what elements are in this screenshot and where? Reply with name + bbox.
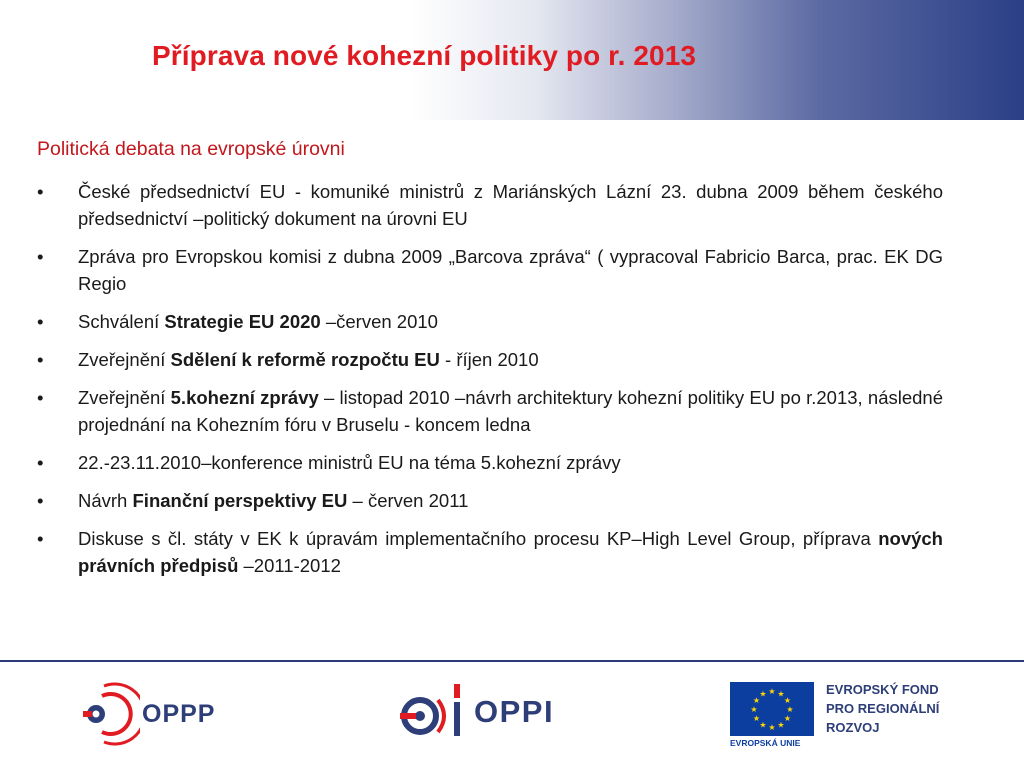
bullet-text: Zpráva pro Evropskou komisi z dubna 2009 „Barcova zpráva“ ( vypracoval Fabricio Barca, prac. EK DG Regio: [78, 246, 943, 294]
svg-text:★: ★: [759, 720, 767, 730]
bullet-item: [37, 243, 943, 297]
oppi-logo: [398, 680, 568, 744]
bullet-text: –červen 2010: [320, 311, 438, 332]
footer-divider: [0, 660, 1024, 662]
bullet-emphasis: Strategie EU 2020: [164, 311, 321, 332]
bullet-item: [37, 308, 943, 335]
page-title: Příprava nové kohezní politiky po r. 2013: [152, 40, 697, 71]
svg-text:★: ★: [783, 696, 792, 705]
fund-line: PRO REGIONÁLNÍ: [826, 701, 940, 716]
svg-text:★: ★: [777, 720, 785, 730]
eu-label: EVROPSKÁ UNIE: [730, 738, 801, 748]
svg-text:★: ★: [783, 714, 792, 723]
fund-line: ROZVOJ: [826, 720, 880, 735]
bullet-list: [37, 178, 943, 590]
bullet-text: Schválení: [78, 311, 165, 332]
bullet-emphasis: Sdělení k reformě rozpočtu EU: [170, 349, 440, 370]
oppp-logo-icon: [80, 678, 140, 750]
svg-text:★: ★: [768, 687, 776, 696]
bullet-text: Diskuse s čl. státy v EK k úpravám implementačního procesu KP–High Level Group, příprava: [78, 528, 879, 549]
eu-flag-icon: [730, 682, 814, 736]
bullet-item: [37, 384, 943, 438]
svg-text:★: ★: [750, 705, 758, 714]
bullet-item: [37, 525, 943, 579]
svg-text:★: ★: [752, 696, 761, 705]
svg-text:★: ★: [768, 723, 776, 732]
erdf-fund-label: [826, 680, 939, 737]
svg-text:★: ★: [752, 714, 761, 723]
eu-flag: [730, 682, 814, 736]
bullet-text: Návrh: [78, 490, 133, 511]
bullet-marker: •: [37, 490, 44, 511]
bullet-text: – červen 2011: [347, 490, 469, 511]
bullet-emphasis: nových právních předpisů: [78, 528, 943, 576]
bullet-text: – listopad 2010 –návrh architektury kohezní politiky EU po r.2013, následné projednání na Kohezním fóru v Bruselu - koncem ledna: [78, 387, 944, 435]
bullet-text: 22.-23.11.2010–konference ministrů EU na téma 5.kohezní zprávy: [78, 452, 621, 473]
bullet-item: [37, 487, 943, 514]
bullet-marker: •: [37, 387, 44, 408]
oppi-wordmark: OPPI: [474, 694, 555, 729]
eu-logo-block: [730, 680, 1010, 752]
svg-text:★: ★: [777, 689, 785, 699]
bullet-text: - říjen 2010: [439, 349, 539, 370]
bullet-marker: •: [37, 349, 44, 370]
oppi-logo-icon: [398, 680, 470, 744]
svg-text:★: ★: [786, 705, 794, 714]
oppp-wordmark: OPPP: [142, 700, 216, 728]
bullet-marker: •: [37, 528, 44, 549]
bullet-text: Zveřejnění: [78, 349, 171, 370]
bullet-item: [37, 178, 943, 232]
bullet-text: –2011-2012: [238, 555, 341, 576]
fund-line: EVROPSKÝ FOND: [826, 682, 939, 697]
bullet-emphasis: Finanční perspektivy EU: [132, 490, 348, 511]
bullet-item: [37, 449, 943, 476]
section-subtitle: Politická debata na evropské úrovni: [37, 138, 345, 160]
bullet-item: [37, 346, 943, 373]
oppp-logo: [80, 678, 240, 750]
bullet-marker: •: [37, 246, 44, 267]
bullet-emphasis: 5.kohezní zprávy: [170, 387, 319, 408]
bullet-text: České předsednictví EU - komuniké ministrů z Mariánských Lázní 23. dubna 2009 během českého předsednictví –politický dokument na úrovni EU: [78, 181, 943, 229]
bullet-marker: •: [37, 452, 44, 473]
bullet-text: Zveřejnění: [78, 387, 171, 408]
svg-text:★: ★: [759, 689, 767, 699]
bullet-marker: •: [37, 311, 44, 332]
bullet-marker: •: [37, 181, 44, 202]
